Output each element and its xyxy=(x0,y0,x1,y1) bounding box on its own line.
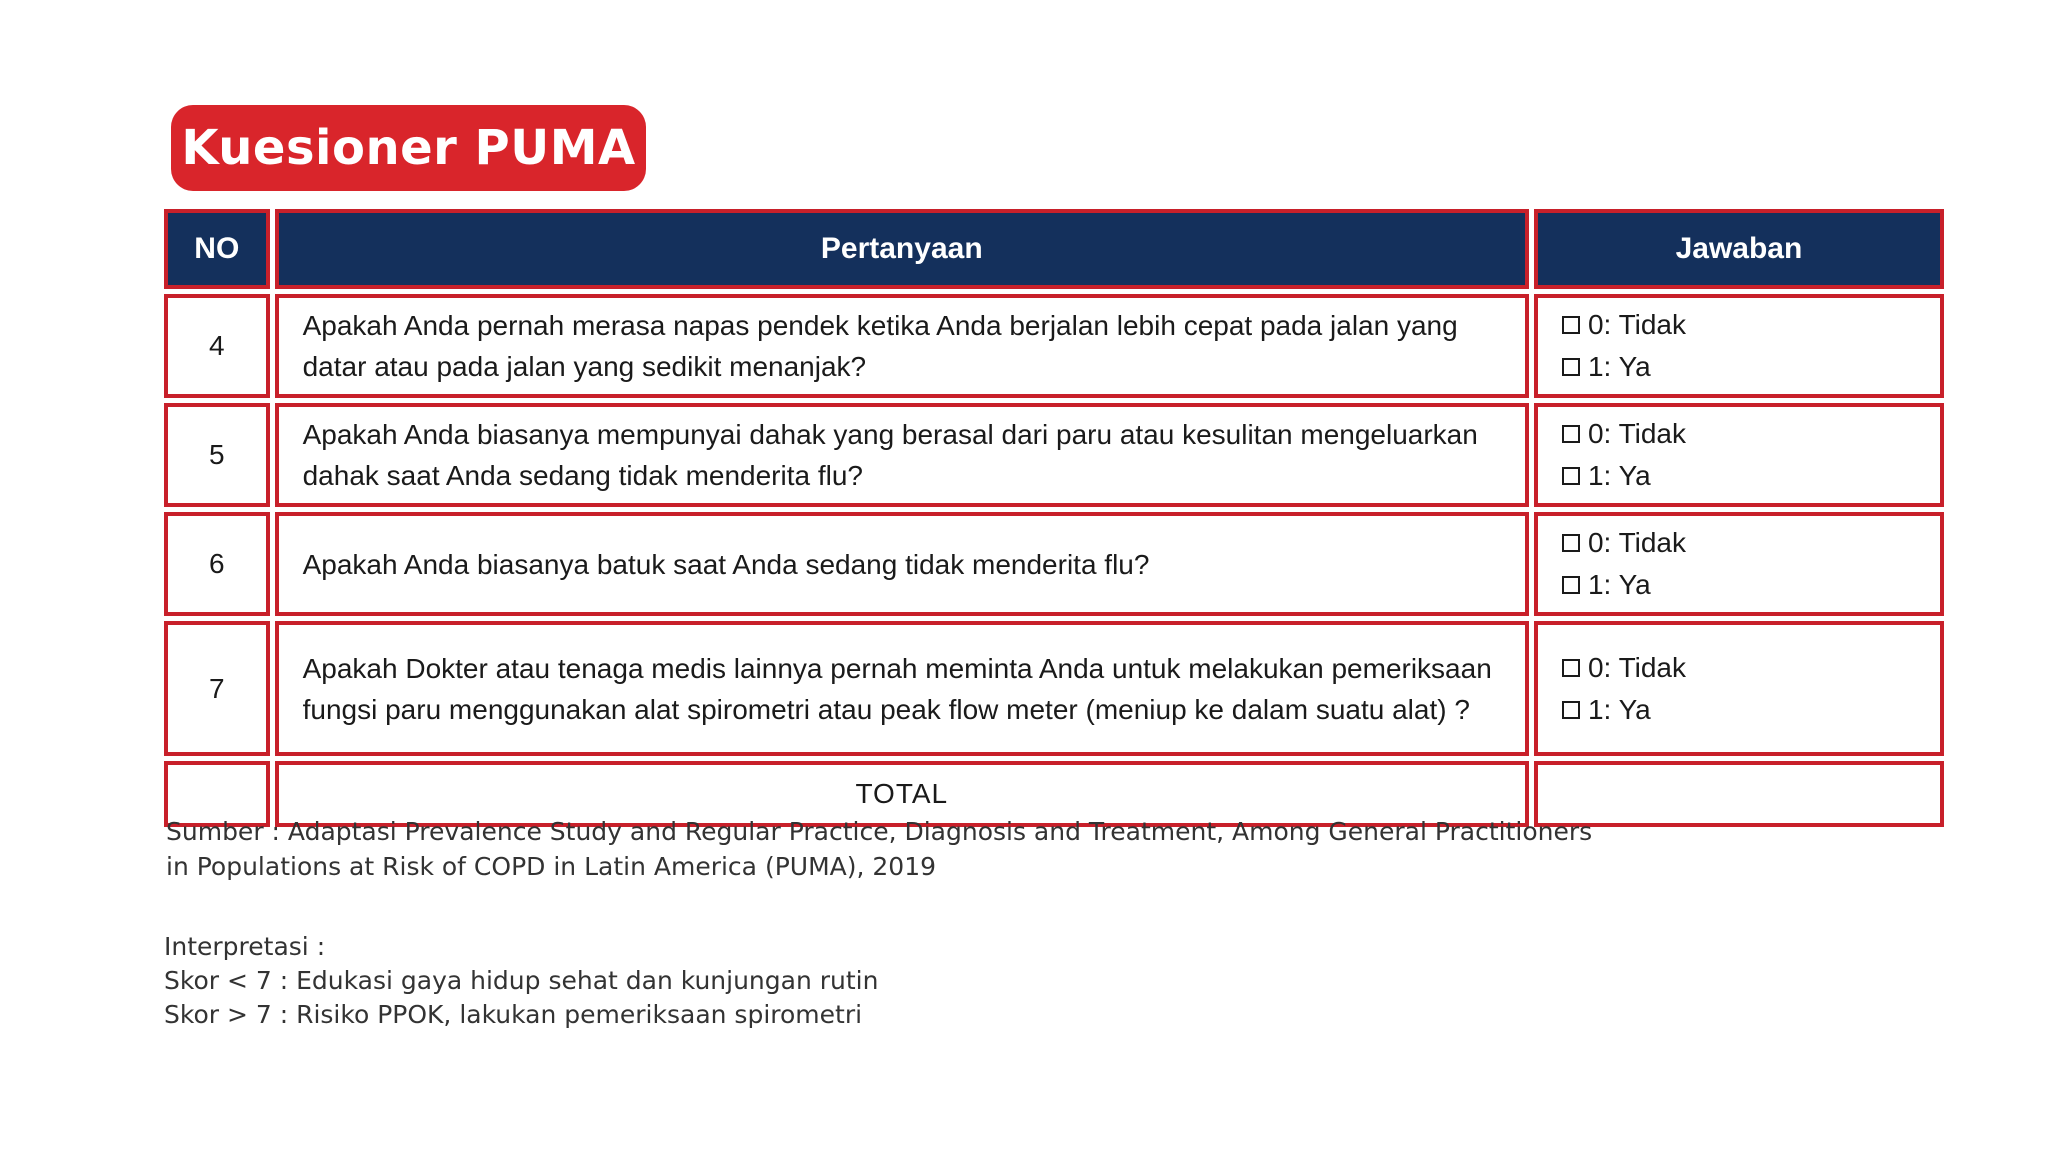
checkbox-icon[interactable] xyxy=(1562,358,1580,376)
interpretation xyxy=(164,930,1364,1032)
question-number: 7 xyxy=(164,621,270,756)
option-label: 0: Tidak xyxy=(1587,527,1686,558)
source-line: in Populations at Risk of COPD in Latin America (PUMA), 2019 xyxy=(166,852,937,881)
option-label: 1: Ya xyxy=(1587,569,1651,600)
option-label: 0: Tidak xyxy=(1587,418,1686,449)
interpretation-line: Skor < 7 : Edukasi gaya hidup sehat dan kunjungan rutin xyxy=(164,966,879,995)
question-number: 6 xyxy=(164,512,270,616)
answer-cell xyxy=(1534,294,1944,398)
page-title: Kuesioner PUMA xyxy=(171,105,646,191)
total-label: TOTAL xyxy=(275,761,1529,827)
answer-option-yes[interactable] xyxy=(1562,455,1916,497)
question-number: 5 xyxy=(164,403,270,507)
checkbox-icon[interactable] xyxy=(1562,534,1580,552)
question-text: Apakah Anda biasanya batuk saat Anda sedang tidak menderita flu? xyxy=(275,512,1529,616)
question-text: Apakah Dokter atau tenaga medis lainnya pernah meminta Anda untuk melakukan pemeriksaan fungsi paru menggunakan alat spirometri atau peak flow meter (meniup ke dalam suatu alat) ? xyxy=(275,621,1529,756)
answer-cell xyxy=(1534,512,1944,616)
answer-option-yes[interactable] xyxy=(1562,689,1916,731)
answer-cell xyxy=(1534,403,1944,507)
header-no: NO xyxy=(164,209,270,289)
checkbox-icon[interactable] xyxy=(1562,576,1580,594)
source-note xyxy=(166,814,1866,884)
checkbox-icon[interactable] xyxy=(1562,659,1580,677)
checkbox-icon[interactable] xyxy=(1562,425,1580,443)
checkbox-icon[interactable] xyxy=(1562,701,1580,719)
table-row xyxy=(164,621,1944,756)
answer-option-yes[interactable] xyxy=(1562,564,1916,606)
checkbox-icon[interactable] xyxy=(1562,316,1580,334)
source-line: Sumber : Adaptasi Prevalence Study and Regular Practice, Diagnosis and Treatment, Among General Practitioners xyxy=(166,817,1593,846)
answer-option-no[interactable] xyxy=(1562,413,1916,455)
answer-cell xyxy=(1534,621,1944,756)
option-label: 1: Ya xyxy=(1587,460,1651,491)
checkbox-icon[interactable] xyxy=(1562,467,1580,485)
question-number: 4 xyxy=(164,294,270,398)
answer-option-no[interactable] xyxy=(1562,522,1916,564)
interpretation-line: Skor > 7 : Risiko PPOK, lakukan pemeriksaan spirometri xyxy=(164,1000,863,1029)
header-answer: Jawaban xyxy=(1534,209,1944,289)
question-text: Apakah Anda biasanya mempunyai dahak yang berasal dari paru atau kesulitan mengeluarkan dahak saat Anda sedang tidak menderita flu? xyxy=(275,403,1529,507)
option-label: 0: Tidak xyxy=(1587,309,1686,340)
table-row xyxy=(164,403,1944,507)
table-row xyxy=(164,512,1944,616)
header-question: Pertanyaan xyxy=(275,209,1529,289)
table-header-row xyxy=(164,209,1944,289)
interpretation-heading: Interpretasi : xyxy=(164,932,326,961)
table-row xyxy=(164,294,1944,398)
question-text: Apakah Anda pernah merasa napas pendek ketika Anda berjalan lebih cepat pada jalan yang datar atau pada jalan yang sedikit menanjak? xyxy=(275,294,1529,398)
answer-option-no[interactable] xyxy=(1562,647,1916,689)
answer-option-no[interactable] xyxy=(1562,304,1916,346)
option-label: 0: Tidak xyxy=(1587,651,1686,683)
questionnaire-table xyxy=(159,204,1949,832)
answer-option-yes[interactable] xyxy=(1562,346,1916,388)
option-label: 1: Ya xyxy=(1587,693,1651,725)
option-label: 1: Ya xyxy=(1587,351,1651,382)
